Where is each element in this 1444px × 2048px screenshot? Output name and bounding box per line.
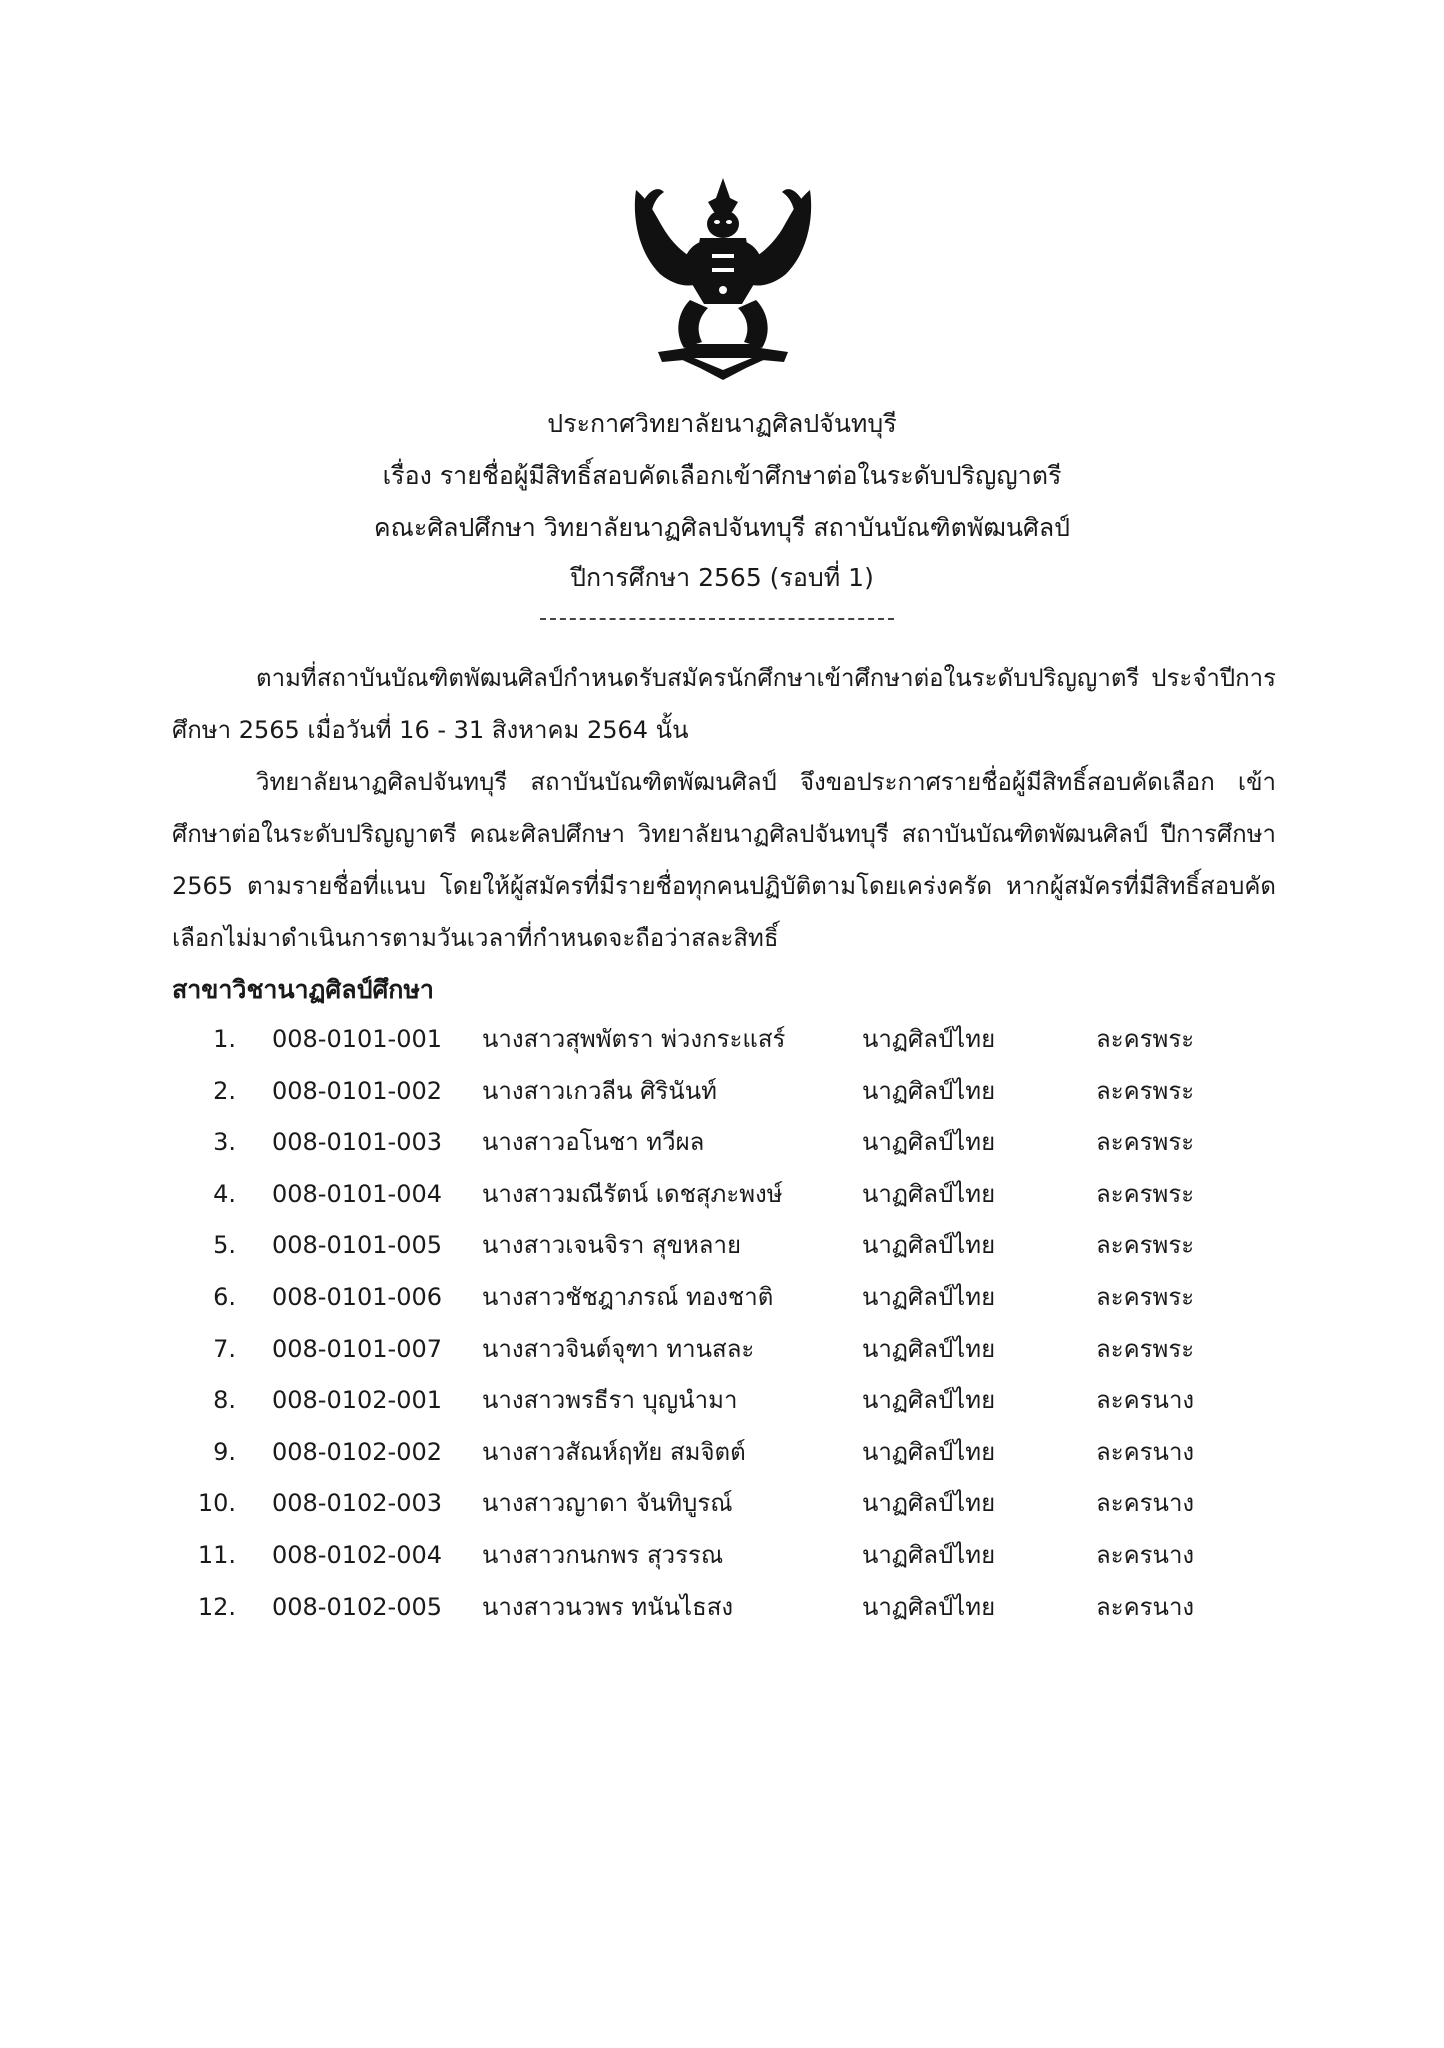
candidate-specialty: ละครนาง <box>1096 1489 1195 1518</box>
candidate-specialty: ละครนาง <box>1096 1540 1195 1569</box>
candidate-id: 008-0102-004 <box>272 1540 443 1569</box>
candidate-number: 8. <box>213 1386 236 1415</box>
list-item <box>0 1582 1444 1634</box>
candidate-number: 2. <box>213 1076 236 1105</box>
candidate-specialty: ละครนาง <box>1096 1386 1195 1415</box>
candidate-id: 008-0101-007 <box>272 1334 443 1363</box>
candidate-name: นางสาวมณีรัตน์ เดชสุภะพงษ์ <box>482 1179 783 1208</box>
candidate-name: นางสาวจินต์จุฑา ทานสละ <box>482 1334 755 1363</box>
candidate-major: นาฏศิลป์ไทย <box>862 1179 996 1208</box>
candidate-major: นาฏศิลป์ไทย <box>862 1076 996 1105</box>
candidate-id: 008-0101-004 <box>272 1179 443 1208</box>
candidate-name: นางสาวสุพพัตรา พ่วงกระแสร์ <box>482 1025 786 1053</box>
list-item <box>0 1427 1444 1479</box>
candidate-major: นาฏศิลป์ไทย <box>862 1540 996 1569</box>
candidate-major: นาฏศิลป์ไทย <box>862 1386 996 1415</box>
candidate-list <box>0 1014 1444 1633</box>
candidate-specialty: ละครพระ <box>1096 1282 1195 1311</box>
candidate-name: นางสาวชัชฎาภรณ์ ทองชาติ <box>482 1282 774 1311</box>
candidate-number: 11. <box>197 1540 236 1569</box>
candidate-name: นางสาวญาดา จันทิบูรณ์ <box>482 1489 733 1518</box>
candidate-major: นาฏศิลป์ไทย <box>862 1025 996 1053</box>
candidate-id: 008-0102-003 <box>272 1489 443 1518</box>
candidate-number: 1. <box>213 1025 236 1053</box>
candidate-specialty: ละครพระ <box>1096 1179 1195 1208</box>
list-item <box>0 1066 1444 1118</box>
list-item <box>0 1478 1444 1530</box>
candidate-specialty: ละครนาง <box>1096 1437 1195 1466</box>
candidate-name: นางสาวพรธีรา บุญนำมา <box>482 1386 738 1415</box>
candidate-specialty: ละครพระ <box>1096 1231 1195 1260</box>
list-item <box>0 1375 1444 1427</box>
candidate-number: 4. <box>213 1179 236 1208</box>
announcement-subject: เรื่อง รายชื่อผู้มีสิทธิ์สอบคัดเลือกเข้าศึกษาต่อในระดับปริญญาตรี <box>382 461 1062 490</box>
candidate-name: นางสาวเจนจิรา สุขหลาย <box>482 1231 742 1260</box>
candidate-id: 008-0101-002 <box>272 1076 443 1105</box>
candidate-name: นางสาวกนกพร สุวรรณ <box>482 1540 724 1569</box>
header-divider <box>540 618 894 620</box>
list-item <box>0 1220 1444 1272</box>
candidate-name: นางสาวอโนชา ทวีผล <box>482 1128 705 1157</box>
garuda-emblem-icon <box>628 172 818 384</box>
candidate-id: 008-0101-001 <box>272 1025 443 1053</box>
candidate-major: นาฏศิลป์ไทย <box>862 1231 996 1260</box>
section-title: สาขาวิชานาฏศิลป์ศึกษา <box>172 975 434 1004</box>
candidate-specialty: ละครพระ <box>1096 1025 1195 1053</box>
announcement-title: ประกาศวิทยาลัยนาฏศิลปจันทบุรี <box>547 409 897 438</box>
list-item <box>0 1117 1444 1169</box>
candidate-specialty: ละครพระ <box>1096 1128 1195 1157</box>
list-item <box>0 1530 1444 1582</box>
candidate-name: นางสาวนวพร ทนันไธสง <box>482 1592 734 1621</box>
candidate-id: 008-0102-005 <box>272 1592 443 1621</box>
body-paragraph-1: ตามที่สถาบันบัณฑิตพัฒนศิลป์กำหนดรับสมัครนักศึกษาเข้าศึกษาต่อในระดับปริญญาตรี ประจำปีการศึกษา 2565 เมื่อวันที่ 16 - 31 สิงหาคม 2564 นั้น <box>172 664 1276 744</box>
candidate-id: 008-0102-001 <box>272 1386 443 1415</box>
body-paragraph-2: วิทยาลัยนาฏศิลปจันทบุรี สถาบันบัณฑิตพัฒนศิลป์ จึงขอประกาศรายชื่อผู้มีสิทธิ์สอบคัดเลือก เข้าศึกษาต่อในระดับปริญญาตรี คณะศิลปศึกษา วิทยาลัยนาฏศิลปจันทบุรี สถาบันบัณฑิตพัฒนศิลป์ ปีการศึกษา 2565 ตามรายชื่อที่แนบ โดยให้ผู้สมัครที่มีรายชื่อทุกคนปฏิบัติตามโดยเคร่งครัด หากผู้สมัครที่มีสิทธิ์สอบคัดเลือกไม่มาดำเนินการตามวันเวลาที่กำหนดจะถือว่าสละสิทธิ์ <box>172 768 1276 952</box>
announcement-faculty: คณะศิลปศึกษา วิทยาลัยนาฏศิลปจันทบุรี สถาบันบัณฑิตพัฒนศิลป์ <box>373 513 1071 542</box>
candidate-id: 008-0101-005 <box>272 1231 443 1260</box>
candidate-id: 008-0101-003 <box>272 1128 443 1157</box>
candidate-specialty: ละครพระ <box>1096 1076 1195 1105</box>
list-item <box>0 1169 1444 1221</box>
candidate-specialty: ละครนาง <box>1096 1592 1195 1621</box>
list-item <box>0 1324 1444 1376</box>
candidate-id: 008-0102-002 <box>272 1437 443 1466</box>
list-item <box>0 1014 1444 1066</box>
candidate-number: 12. <box>197 1592 236 1621</box>
candidate-major: นาฏศิลป์ไทย <box>862 1334 996 1363</box>
list-item <box>0 1272 1444 1324</box>
candidate-number: 6. <box>213 1282 236 1311</box>
candidate-major: นาฏศิลป์ไทย <box>862 1592 996 1621</box>
candidate-major: นาฏศิลป์ไทย <box>862 1128 996 1157</box>
candidate-major: นาฏศิลป์ไทย <box>862 1282 996 1311</box>
candidate-id: 008-0101-006 <box>272 1282 443 1311</box>
announcement-year: ปีการศึกษา 2565 (รอบที่ 1) <box>570 563 874 592</box>
candidate-number: 10. <box>197 1489 236 1518</box>
candidate-major: นาฏศิลป์ไทย <box>862 1489 996 1518</box>
candidate-number: 9. <box>213 1437 236 1466</box>
candidate-specialty: ละครพระ <box>1096 1334 1195 1363</box>
candidate-number: 5. <box>213 1231 236 1260</box>
candidate-major: นาฏศิลป์ไทย <box>862 1437 996 1466</box>
candidate-name: นางสาวสัณห์ฤทัย สมจิตต์ <box>482 1437 746 1466</box>
candidate-number: 3. <box>213 1128 236 1157</box>
candidate-name: นางสาวเกวลีน ศิรินันท์ <box>482 1076 717 1105</box>
candidate-number: 7. <box>213 1334 236 1363</box>
